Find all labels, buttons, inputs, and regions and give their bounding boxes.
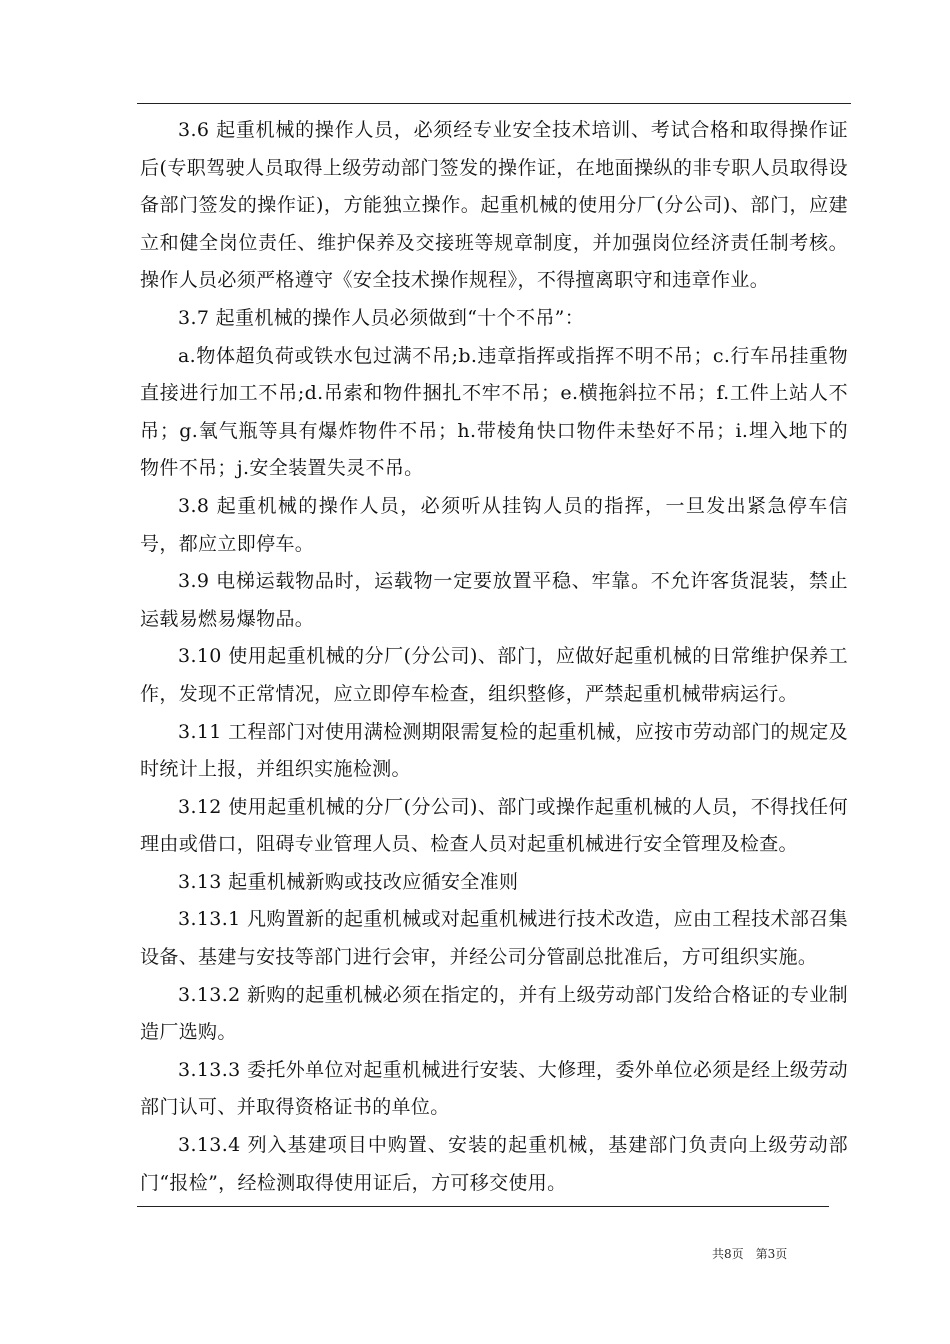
footer-rule [137, 1206, 829, 1207]
paragraph-3-13-4: 3.13.4 列入基建项目中购置、安装的起重机械，基建部门负责向上级劳动部门“报检”，经检测取得使用证后，方可移交使用。 [140, 1134, 848, 1194]
paragraph-3-8: 3.8 起重机械的操作人员，必须听从挂钩人员的指挥，一旦发出紧急停车信号，都应立即停车。 [140, 494, 848, 555]
total-pages-label: 共8页 [712, 1247, 744, 1261]
header-rule [137, 103, 851, 104]
page-footer [712, 1245, 787, 1262]
paragraph-3-10: 3.10 使用起重机械的分厂(分公司)、部门，应做好起重机械的日常维护保养工作，发现不正常情况，应立即停车检查，组织整修，严禁起重机械带病运行。 [140, 645, 848, 705]
paragraph-3-6: 3.6 起重机械的操作人员，必须经专业安全技术培训、考试合格和取得操作证后(专职驾驶人员取得上级劳动部门签发的操作证，在地面操纵的非专职人员取得设备部门签发的操作证)，方能独立操作。起重机械的使用分厂(分公司)、部门，应建立和健全岗位责任、维护保养及交接班等规章制度，并加强岗位经济责任制考核。操作人员必须严格遵守《安全技术操作规程》，不得擅离职守和违章作业。 [140, 119, 848, 292]
paragraph-3-12: 3.12 使用起重机械的分厂(分公司)、部门或操作起重机械的人员，不得找任何理由或借口，阻碍专业管理人员、检查人员对起重机械进行安全管理及检查。 [140, 795, 848, 856]
paragraph-3-13-3: 3.13.3 委托外单位对起重机械进行安装、大修理，委外单位必须是经上级劳动部门认可、并取得资格证书的单位。 [140, 1058, 848, 1119]
current-page-label: 第3页 [755, 1247, 788, 1261]
paragraph-3-13: 3.13 起重机械新购或技改应循安全准则 [178, 870, 519, 893]
paragraph-3-9: 3.9 电梯运载物品时，运载物一定要放置平稳、牢靠。不允许客货混装，禁止运载易燃易爆物品。 [140, 570, 848, 630]
paragraph-3-7: 3.7 起重机械的操作人员必须做到“十个不吊”： [178, 306, 585, 329]
document-body [140, 112, 848, 1202]
paragraph-3-7-list: a.物体超负荷或铁水包过满不吊;b.违章指挥或指挥不明不吊；c.行车吊挂重物直接进行加工不吊;d.吊索和物件捆扎不牢不吊；e.横拖斜拉不吊；f.工件上站人不吊；g.氧气瓶等具有爆炸物件不吊；h.带棱角快口物件未垫好不吊；i.埋入地下的物件不吊；j.安全装置失灵不吊。 [140, 344, 848, 480]
paragraph-3-11: 3.11 工程部门对使用满检测期限需复检的起重机械，应按市劳动部门的规定及时统计上报，并组织实施检测。 [140, 720, 848, 781]
paragraph-3-13-1: 3.13.1 凡购置新的起重机械或对起重机械进行技术改造，应由工程技术部召集设备、基建与安技等部门进行会审，并经公司分管副总批准后，方可组织实施。 [140, 908, 848, 969]
paragraph-3-13-2: 3.13.2 新购的起重机械必须在指定的，并有上级劳动部门发给合格证的专业制造厂选购。 [140, 983, 848, 1044]
